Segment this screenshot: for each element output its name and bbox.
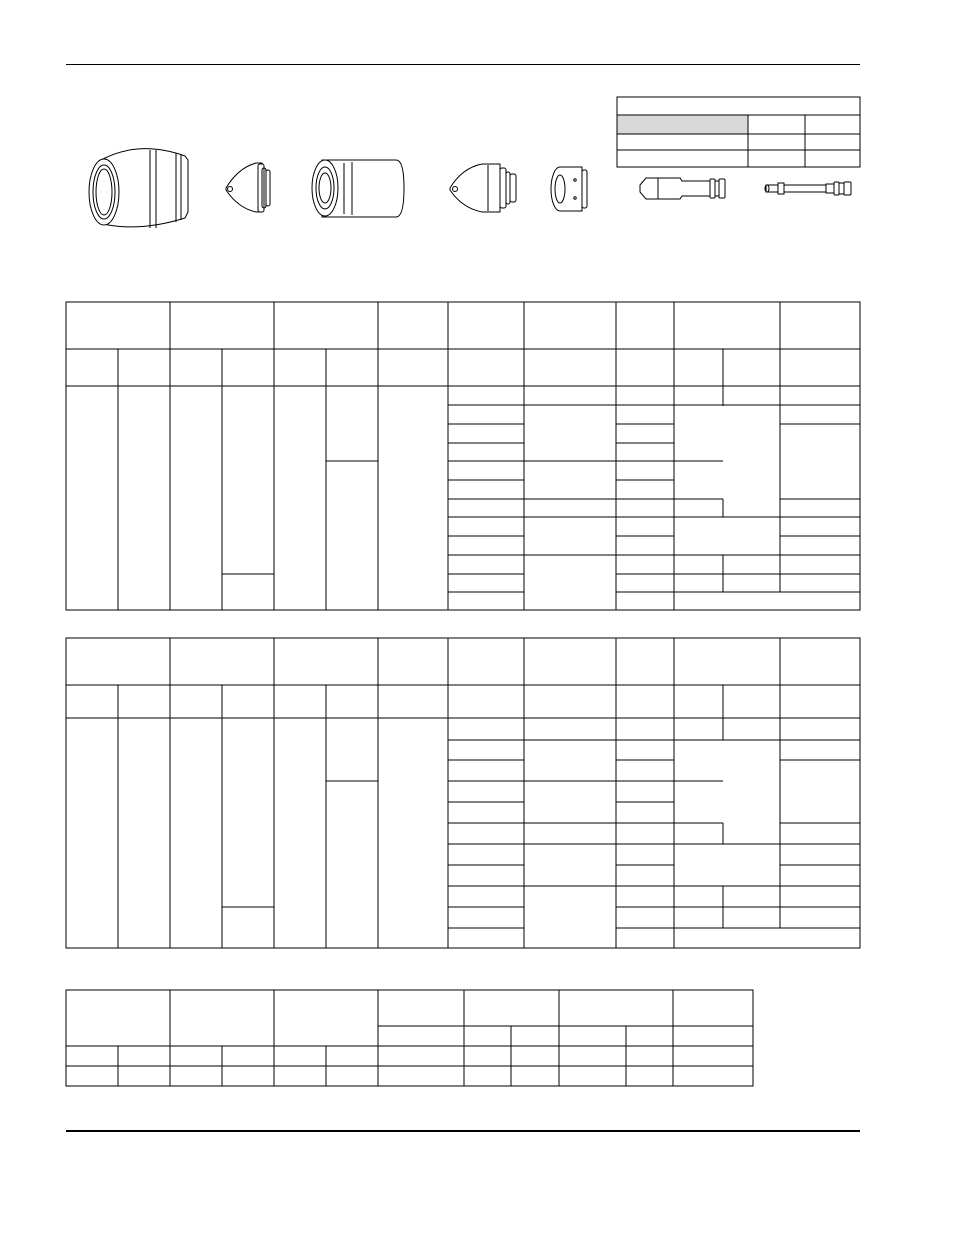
legend-table xyxy=(617,97,860,167)
legend-shaded-cell xyxy=(617,115,748,134)
table-3 xyxy=(66,990,753,1086)
table-1 xyxy=(66,302,860,610)
table-2 xyxy=(66,638,860,948)
